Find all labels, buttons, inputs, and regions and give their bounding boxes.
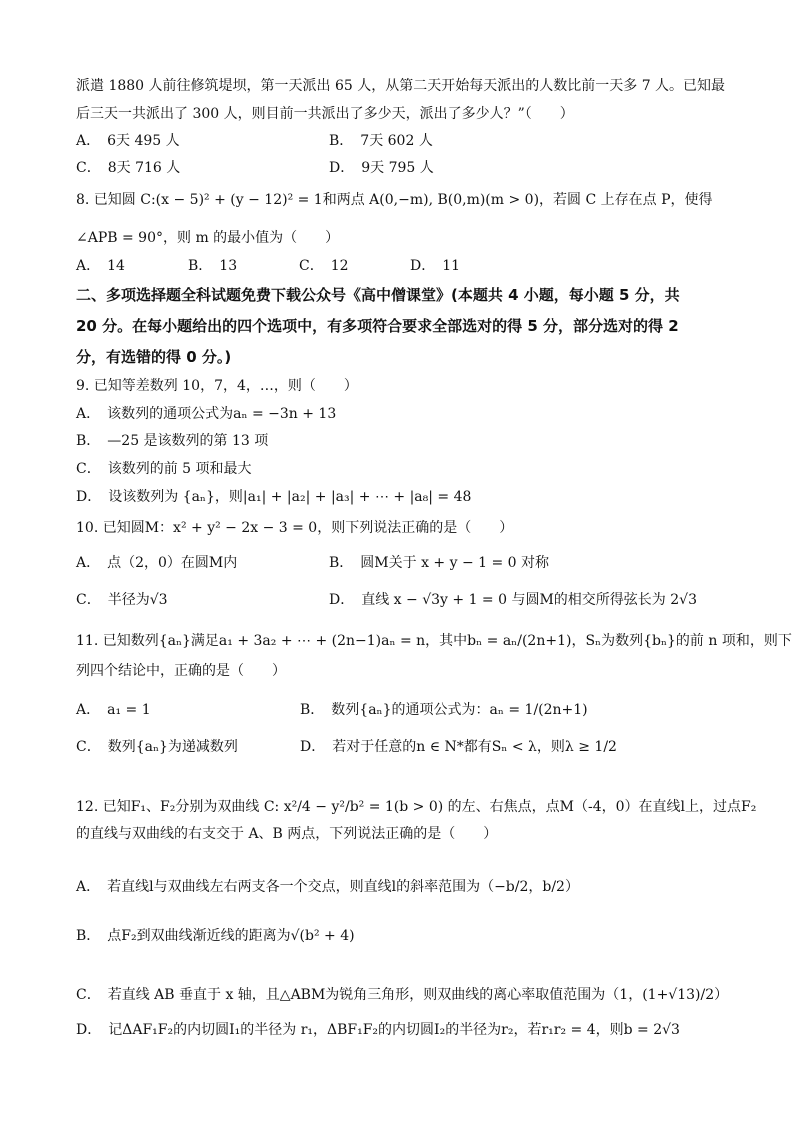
q7-option-d: D． 9天 795 人 — [329, 160, 434, 176]
q7-stem-line-2: 后三天一共派出了 300 人，则目前一共派出了多少天，派出了多少人？”（ ） — [76, 106, 574, 122]
q7-option-b: B． 7天 602 人 — [329, 133, 433, 149]
q9-stem: 9. 已知等差数列 10，7，4，…，则（ ） — [76, 378, 358, 394]
q10-option-b: B． 圆M关于 x + y − 1 = 0 对称 — [329, 555, 550, 571]
q10-stem: 10. 已知圆M：x² + y² − 2x − 3 = 0，则下列说法正确的是（ ） — [76, 520, 514, 536]
section2-heading-line-1: 二、多项选择题全科试题免费下载公众号《高中僧课堂》(本题共 4 小题，每小题 5 分，共 — [76, 286, 680, 304]
q11-option-c: C． 数列{aₙ}为递减数列 — [76, 739, 238, 755]
q12-stem-line-1: 12. 已知F₁、F₂分别为双曲线 C: x²/4 − y²/b² = 1(b > 0) 的左、右焦点，点M（-4，0）在直线l上，过点F₂ — [76, 799, 757, 815]
q12-option-c: C． 若直线 AB 垂直于 x 轴，且△ABM为锐角三角形，则双曲线的离心率取值范围为（1，(1+√13)/2） — [76, 987, 729, 1003]
q9-option-d: D． 设该数列为 {aₙ}，则|a₁| + |a₂| + |a₃| + ⋯ + |a₈| = 48 — [76, 489, 472, 505]
q8-stem-line-2: ∠APB = 90°，则 m 的最小值为（ ） — [76, 230, 340, 246]
q9-option-a: A． 该数列的通项公式为aₙ = −3n + 13 — [76, 406, 337, 422]
q10-option-c: C． 半径为√3 — [76, 592, 168, 608]
q7-option-c: C． 8天 716 人 — [76, 160, 181, 176]
q8-stem-line-1: 8. 已知圆 C:(x − 5)² + (y − 12)² = 1和两点 A(0,−m), B(0,m)(m > 0)，若圆 C 上存在点 P，使得 — [76, 192, 713, 208]
section2-heading-line-3: 分，有选错的得 0 分。) — [76, 348, 232, 366]
q8-option-a: A． 14 — [76, 258, 125, 274]
q8-option-d: D． 11 — [410, 258, 461, 274]
q12-option-d: D． 记ΔAF₁F₂的内切圆I₁的半径为 r₁，ΔBF₁F₂的内切圆I₂的半径为r₂，若r₁r₂ = 4，则b = 2√3 — [76, 1022, 680, 1038]
section2-heading-line-2: 20 分。在每小题给出的四个选项中，有多项符合要求全部选对的得 5 分，部分选对的得 2 — [76, 317, 679, 335]
q11-option-d: D． 若对于任意的n ∈ N*都有Sₙ < λ，则λ ≥ 1/2 — [300, 739, 617, 755]
q11-option-a: A． a₁ = 1 — [76, 702, 151, 718]
q9-option-b: B． —25 是该数列的第 13 项 — [76, 433, 269, 449]
q8-option-c: C． 12 — [299, 258, 349, 274]
q11-option-b: B． 数列{aₙ}的通项公式为：aₙ = 1/(2n+1) — [300, 702, 588, 718]
q8-option-b: B． 13 — [188, 258, 238, 274]
q12-option-a: A． 若直线l与双曲线左右两支各一个交点，则直线l的斜率范围为（−b/2，b/2） — [76, 879, 579, 895]
q11-stem-line-1: 11. 已知数列{aₙ}满足a₁ + 3a₂ + ⋯ + (2n−1)aₙ = n，其中bₙ = aₙ/(2n+1)，Sₙ为数列{bₙ}的前 n 项和，则下 — [76, 633, 792, 649]
q10-option-d: D． 直线 x − √3y + 1 = 0 与圆M的相交所得弦长为 2√3 — [329, 592, 697, 608]
q10-option-a: A． 点（2，0）在圆M内 — [76, 555, 238, 571]
q11-stem-line-2: 列四个结论中，正确的是（ ） — [76, 663, 286, 679]
q12-option-b: B． 点F₂到双曲线渐近线的距离为√(b² + 4) — [76, 928, 355, 944]
q7-option-a: A． 6天 495 人 — [76, 133, 180, 149]
q9-option-c: C． 该数列的前 5 项和最大 — [76, 461, 252, 477]
q7-stem-line-1: 派遣 1880 人前往修筑堤坝，第一天派出 65 人，从第二天开始每天派出的人数比前一天多 7 人。已知最 — [76, 78, 726, 94]
q12-stem-line-2: 的直线与双曲线的右支交于 A、B 两点，下列说法正确的是（ ） — [76, 826, 498, 842]
